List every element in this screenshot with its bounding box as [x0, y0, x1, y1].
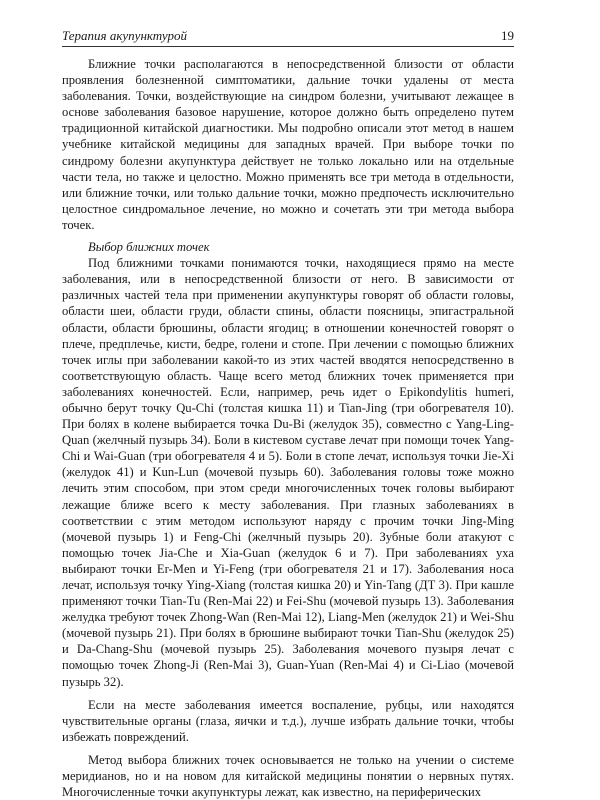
paragraph-inflammation-note: Если на месте заболевания имеется воспаление, рубцы, или находятся чувствительные органы (глаза, яички и т.д.), лучше избрать дальние точки, чтобы избежать повреждений. — [62, 697, 514, 744]
section-heading-near-points: Выбор ближних точек — [88, 240, 210, 255]
page-body — [62, 56, 514, 800]
running-title: Терапия акупунктурой — [62, 28, 187, 43]
paragraph-nerve-pathways: Метод выбора ближних точек основывается не только на учении о системе меридианов, но и на новом для китайской медицины понятии о нервных путях. Многочисленные точки акупунктуры лежат, как известно, на периферических — [62, 752, 514, 800]
paragraph-near-points-definition: Под ближними точками понимаются точки, находящиеся прямо на месте заболевания, или в непосредственной близости от него. В зависимости от различных частей тела при применении акупунктуры говорят об области головы, области шеи, области груди, области спины, области поясницы, эпигастральной области, области брюшины, области ягодиц; в отношении конечностей говорят о плече, предплечье, кисти, бедре, голени и стопе. При лечении с помощью ближних точек иглы при заболевании какой-то из этих частей вводятся непосредственно в соответствующую область. Чаще всего метод ближних точек применяется при заболеваниях конечностей. Если, например, речь идет о Epikondylitis humeri, обычно берут точку Qu-Chi (толстая кишка 11) и Tian-Jing (три обогревателя 10). При болях в колене выбирается точка Du-Bi (желудок 35), совместно с Yang-Ling-Quan (желчный пузырь 34). Боли в кистевом суставе лечат при помощи точек Yang-Chi и Wai-Guan (три обогревателя 4 и 5). Боли в стопе лечат, используя точки Jie-Xi (желудок 41) и Kun-Lun (мочевой пузырь 60). Заболевания головы тоже можно лечить этим способом, при этом среди многочисленных точек головы выбирают лежащие ближе всего к месту заболевания. При глазных заболеваниях в соответствии с этим методом используют наряду с прочим точки Jing-Ming (мочевой пузырь 1) и Feng-Chi (желчный пузырь 20). Зубные боли атакуют с помощью точек Jia-Che и Xia-Guan (желудок 6 и 7). При заболеваниях уха выбирают точки Er-Men и Yi-Feng (три обогревателя 21 и 17). Заболевания носа лечат, используя точку Ying-Xiang (толстая кишка 20) и Yin-Tang (ДТ 3). При кашле применяют точки Tian-Tu (Ren-Mai 22) и Fei-Shu (мочевой пузырь 13). Заболевания желудка требуют точек Zhong-Wan (Ren-Mai 12), Liang-Men (желудок 21) и Wei-Shu (мочевой пузырь 21). При болях в брюшине выбирают точки Tian-Shu (желудок 25) и Da-Chang-Shu (мочевой пузырь 25). Заболевания мочевого пузыря лечат с помощью точек Zhong-Ji (Ren-Mai 3), Guan-Yuan (Ren-Mai 4) и Ci-Liao (мочевой пузырь 32). — [62, 256, 514, 689]
running-header — [62, 26, 514, 47]
page-number: 19 — [501, 28, 514, 43]
paragraph-point-types: Ближние точки располагаются в непосредственной близости от области проявления болезненной симптоматики, дальние точки удалены от места заболевания. Точки, воздействующие на синдром болезни, учитывают лежащее в основе заболевания базовое нарушение, которое должно быть определено путем традиционной китайской диагностики. Мы подробно описали этот метод в нашем учебнике китайской медицины для западных врачей. При выборе точки по синдрому болезни акупунктура действует не только локально или на отдельные части тела, но также и целостно. Можно применять все три метода в отдельности, или ближние точки, или только дальние точки, можно предпочесть исключительно целостное синдромальное лечение, но можно и сочетать эти три метода выбора точек. — [62, 57, 514, 232]
